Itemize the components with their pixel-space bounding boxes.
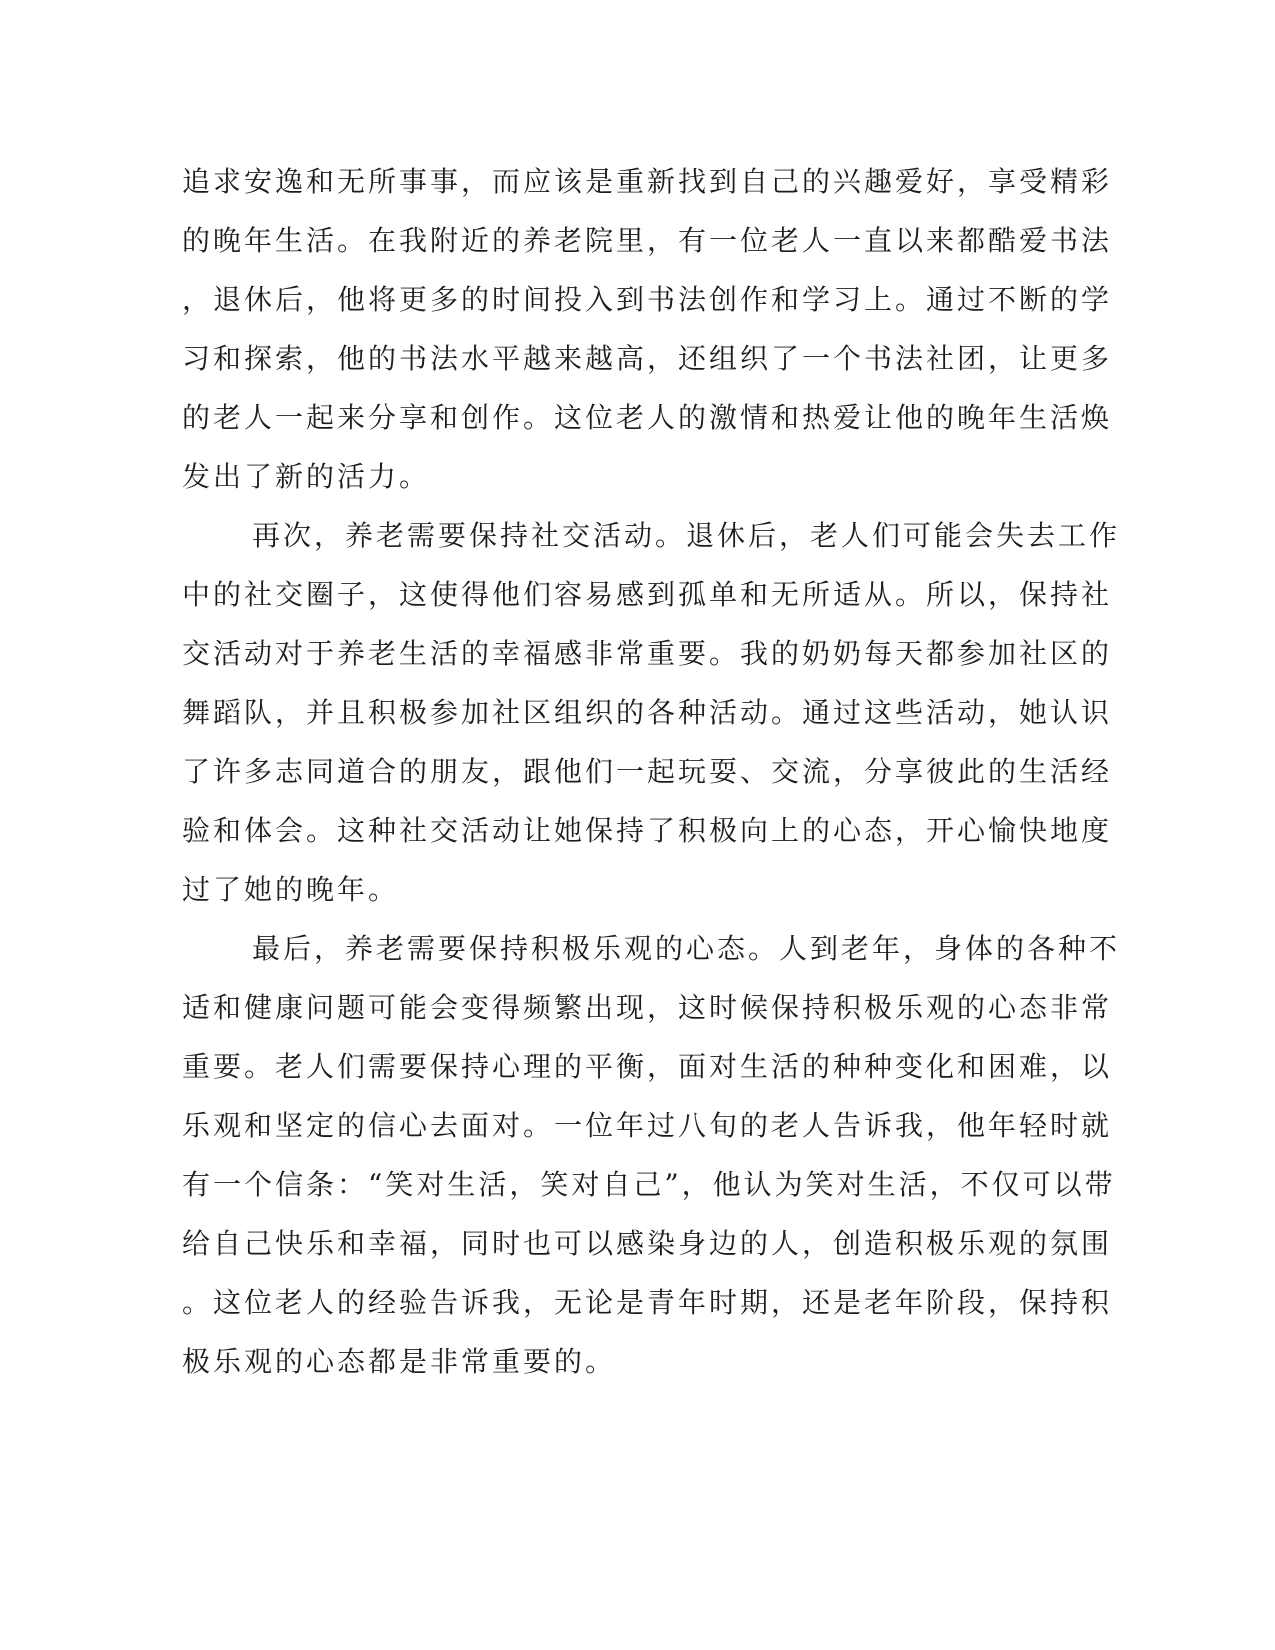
text-line: 。这位老人的经验告诉我，无论是青年时期，还是老年阶段，保持积 [182, 1286, 1113, 1319]
text-line: 验和体会。这种社交活动让她保持了积极向上的心态，开心愉快地度 [182, 814, 1113, 847]
text-line: 的老人一起来分享和创作。这位老人的激情和热爱让他的晚年生活焕 [182, 401, 1113, 434]
text-line: ，退休后，他将更多的时间投入到书法创作和学习上。通过不断的学 [182, 283, 1113, 316]
paragraph-2 [182, 506, 1121, 919]
body-text [182, 152, 1121, 1391]
text-line: 习和探索，他的书法水平越来越高，还组织了一个书法社团，让更多 [182, 342, 1113, 375]
text-line: 舞蹈队，并且积极参加社区组织的各种活动。通过这些活动，她认识 [182, 696, 1113, 729]
text-line: 极乐观的心态都是非常重要的。 [182, 1345, 617, 1378]
text-line: 再次，养老需要保持社交活动。退休后，老人们可能会失去工作 [252, 519, 1121, 552]
text-line: 重要。老人们需要保持心理的平衡，面对生活的种种变化和困难，以 [182, 1050, 1113, 1083]
paragraph-1 [182, 152, 1113, 506]
paragraph-3 [182, 919, 1121, 1391]
text-line: 交活动对于养老生活的幸福感非常重要。我的奶奶每天都参加社区的 [182, 637, 1113, 670]
text-line: 发出了新的活力。 [182, 460, 431, 493]
text-line: 最后，养老需要保持积极乐观的心态。人到老年，身体的各种不 [252, 932, 1121, 965]
text-line: 的晚年生活。在我附近的养老院里，有一位老人一直以来都酷爱书法 [182, 224, 1113, 257]
text-line: 了许多志同道合的朋友，跟他们一起玩耍、交流，分享彼此的生活经 [182, 755, 1113, 788]
text-line: 追求安逸和无所事事，而应该是重新找到自己的兴趣爱好，享受精彩 [182, 165, 1113, 198]
text-line: 过了她的晚年。 [182, 873, 400, 906]
text-line: 中的社交圈子，这使得他们容易感到孤单和无所适从。所以，保持社 [182, 578, 1113, 611]
text-line: 乐观和坚定的信心去面对。一位年过八旬的老人告诉我，他年轻时就 [182, 1109, 1113, 1142]
text-line: 有一个信条：“笑对生活，笑对自己”，他认为笑对生活，不仅可以带 [182, 1168, 1116, 1201]
text-line: 适和健康问题可能会变得频繁出现，这时候保持积极乐观的心态非常 [182, 991, 1113, 1024]
text-line: 给自己快乐和幸福，同时也可以感染身边的人，创造积极乐观的氛围 [182, 1227, 1113, 1260]
